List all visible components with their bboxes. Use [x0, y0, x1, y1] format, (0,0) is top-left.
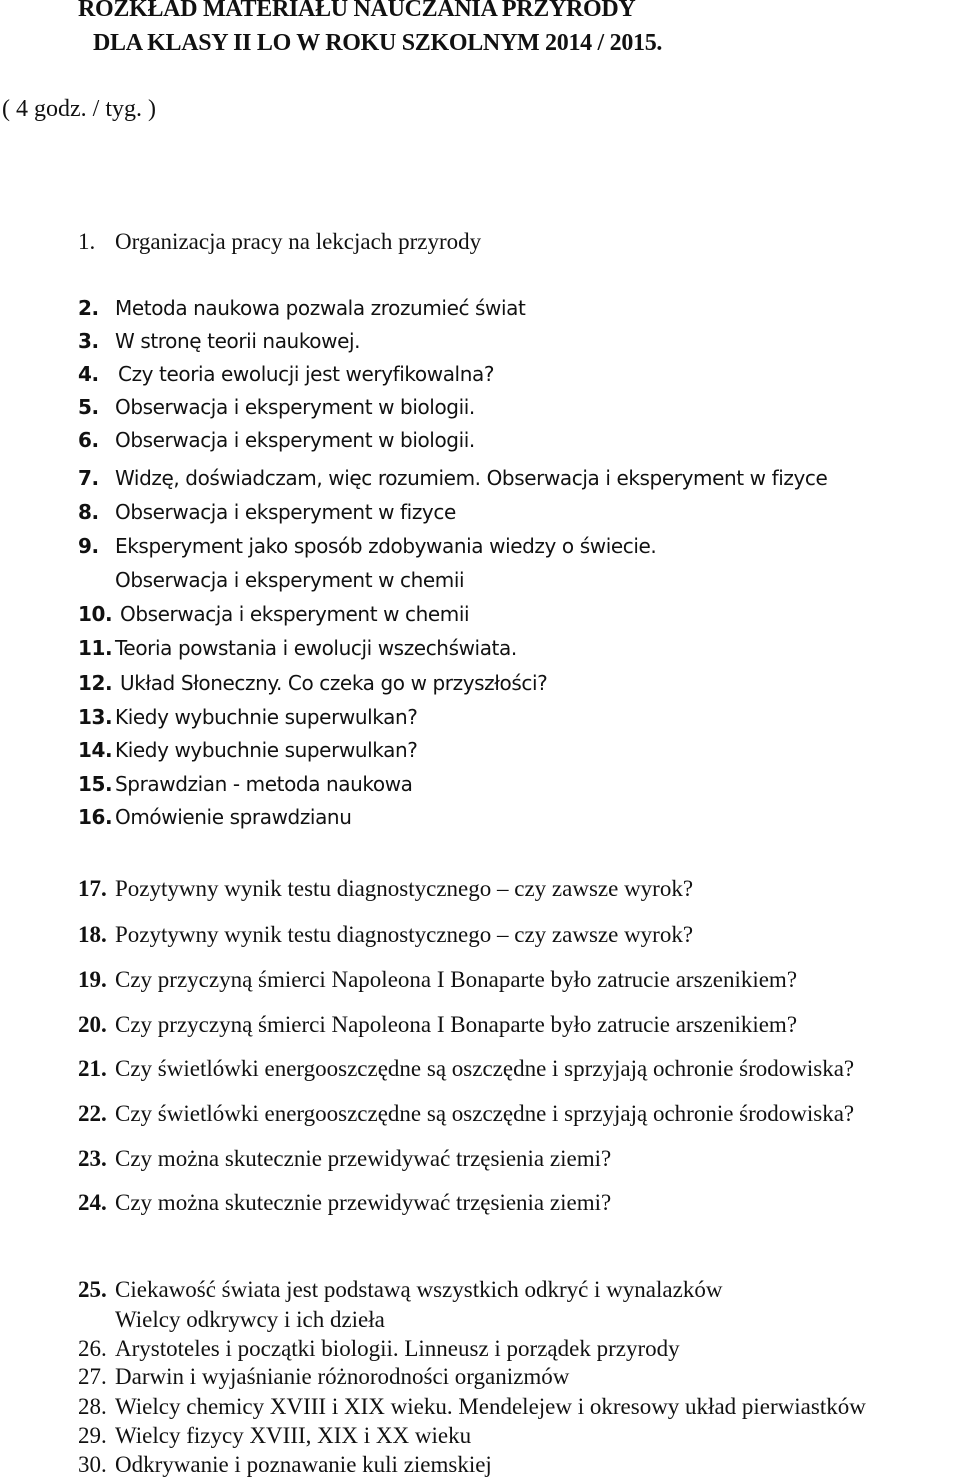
item-text: Kiedy wybuchnie superwulkan? — [115, 705, 418, 729]
item-text: Ciekawość świata jest podstawą wszystkich odkryć i wynalazków — [115, 1277, 723, 1302]
item-number: 15. — [78, 772, 113, 796]
list-item — [78, 329, 360, 353]
item-number: 20. — [78, 1012, 107, 1037]
item-number: 8. — [78, 500, 99, 524]
item-text: Metoda naukowa pozwala zrozumieć świat — [115, 296, 526, 320]
item-number: 3. — [78, 329, 99, 353]
item-number: 27. — [78, 1364, 107, 1389]
list-item — [78, 805, 351, 829]
item-number: 1. — [78, 229, 96, 254]
item-text: Obserwacja i eksperyment w biologii. — [115, 428, 475, 452]
item-text: Wielcy fizycy XVIII, XIX i XX wieku — [115, 1423, 472, 1448]
list-item — [78, 534, 656, 558]
item-number: 21. — [78, 1056, 107, 1081]
item-text: Darwin i wyjaśnianie różnorodności organizmów — [115, 1364, 570, 1389]
list-item — [78, 671, 547, 695]
item-text: W stronę teorii naukowej. — [115, 329, 361, 353]
item-number: 23. — [78, 1146, 107, 1171]
list-item — [78, 362, 494, 386]
item-number: 22. — [78, 1101, 107, 1126]
list-item — [78, 1146, 611, 1172]
item-text: Czy świetlówki energooszczędne są oszczędne i sprzyjają ochronie środowiska? — [115, 1101, 855, 1126]
item-text: Obserwacja i eksperyment w chemii — [120, 602, 470, 626]
list-item — [78, 967, 797, 993]
list-item — [78, 1452, 492, 1478]
list-item-continuation — [115, 568, 464, 592]
item-text: Kiedy wybuchnie superwulkan? — [115, 738, 418, 762]
item-text: Pozytywny wynik testu diagnostycznego – czy zawsze wyrok? — [115, 922, 694, 947]
item-text: Czy można skutecznie przewidywać trzęsienia ziemi? — [115, 1146, 612, 1171]
list-item — [78, 1190, 611, 1216]
list-item — [78, 296, 525, 320]
list-item — [78, 1056, 854, 1082]
list-item — [78, 1423, 471, 1449]
item-number: 9. — [78, 534, 99, 558]
item-text: Czy przyczyną śmierci Napoleona I Bonaparte było zatrucie arszenikiem? — [115, 967, 798, 992]
item-number: 25. — [78, 1277, 107, 1302]
item-number: 30. — [78, 1452, 107, 1477]
item-number: 7. — [78, 466, 99, 490]
item-text: Obserwacja i eksperyment w chemii — [115, 568, 465, 592]
page-title-line-2: DLA KLASY II LO W ROKU SZKOLNYM 2014 / 2015. — [93, 30, 663, 56]
item-text: Obserwacja i eksperyment w biologii. — [115, 395, 475, 419]
item-text: Czy świetlówki energooszczędne są oszczędne i sprzyjają ochronie środowiska? — [115, 1056, 855, 1081]
item-text: Omówienie sprawdzianu — [115, 805, 352, 829]
item-number: 10. — [78, 602, 113, 626]
list-item — [78, 1012, 797, 1038]
item-text: Czy przyczyną śmierci Napoleona I Bonaparte było zatrucie arszenikiem? — [115, 1012, 798, 1037]
list-item — [78, 1364, 569, 1390]
list-item — [78, 466, 827, 490]
item-text: Arystoteles i początki biologii. Linneusz i porządek przyrody — [115, 1336, 680, 1361]
item-text: Pozytywny wynik testu diagnostycznego – czy zawsze wyrok? — [115, 876, 694, 901]
item-number: 29. — [78, 1423, 107, 1448]
item-text: Obserwacja i eksperyment w fizyce — [115, 500, 456, 524]
item-number: 24. — [78, 1190, 107, 1215]
list-item — [78, 428, 475, 452]
list-item — [78, 772, 413, 796]
item-text: Układ Słoneczny. Co czeka go w przyszłości? — [120, 671, 548, 695]
item-number: 28. — [78, 1394, 107, 1419]
item-text: Teoria powstania i ewolucji wszechświata. — [115, 636, 517, 660]
list-item — [78, 1336, 680, 1362]
hours-per-week: ( 4 godz. / tyg. ) — [2, 96, 156, 122]
item-number: 4. — [78, 362, 99, 386]
list-item — [78, 229, 481, 255]
item-number: 6. — [78, 428, 99, 452]
item-text: Czy można skutecznie przewidywać trzęsienia ziemi? — [115, 1190, 612, 1215]
list-item — [78, 876, 693, 902]
item-number: 12. — [78, 671, 113, 695]
item-number: 26. — [78, 1336, 107, 1361]
item-text: Wielcy chemicy XVIII i XIX wieku. Mendelejew i okresowy układ pierwiastków — [115, 1394, 866, 1419]
item-text: Eksperyment jako sposób zdobywania wiedzy o świecie. — [115, 534, 657, 558]
item-number: 11. — [78, 636, 113, 660]
item-number: 2. — [78, 296, 99, 320]
item-text: Sprawdzian - metoda naukowa — [115, 772, 413, 796]
list-item — [78, 602, 469, 626]
item-number: 13. — [78, 705, 113, 729]
item-number: 17. — [78, 876, 107, 901]
item-number: 18. — [78, 922, 107, 947]
list-item — [78, 922, 693, 948]
list-item — [78, 636, 517, 660]
item-text: Organizacja pracy na lekcjach przyrody — [115, 229, 482, 254]
list-item — [78, 1101, 854, 1127]
item-text: Odkrywanie i poznawanie kuli ziemskiej — [115, 1452, 492, 1477]
page-title-line-1: ROZKŁAD MATERIAŁU NAUCZANIA PRZYRODY — [78, 0, 636, 22]
list-item — [78, 500, 456, 524]
list-item-continuation — [115, 1307, 385, 1333]
item-number: 14. — [78, 738, 113, 762]
list-item — [78, 1394, 866, 1420]
item-text: Czy teoria ewolucji jest weryfikowalna? — [118, 362, 495, 386]
item-number: 16. — [78, 805, 113, 829]
list-item — [78, 395, 475, 419]
item-text: Widzę, doświadczam, więc rozumiem. Obserwacja i eksperyment w fizyce — [115, 466, 828, 490]
item-number: 19. — [78, 967, 107, 992]
list-item — [78, 738, 417, 762]
item-text: Wielcy odkrywcy i ich dzieła — [115, 1307, 385, 1332]
list-item — [78, 1277, 722, 1303]
item-number: 5. — [78, 395, 99, 419]
list-item — [78, 705, 417, 729]
